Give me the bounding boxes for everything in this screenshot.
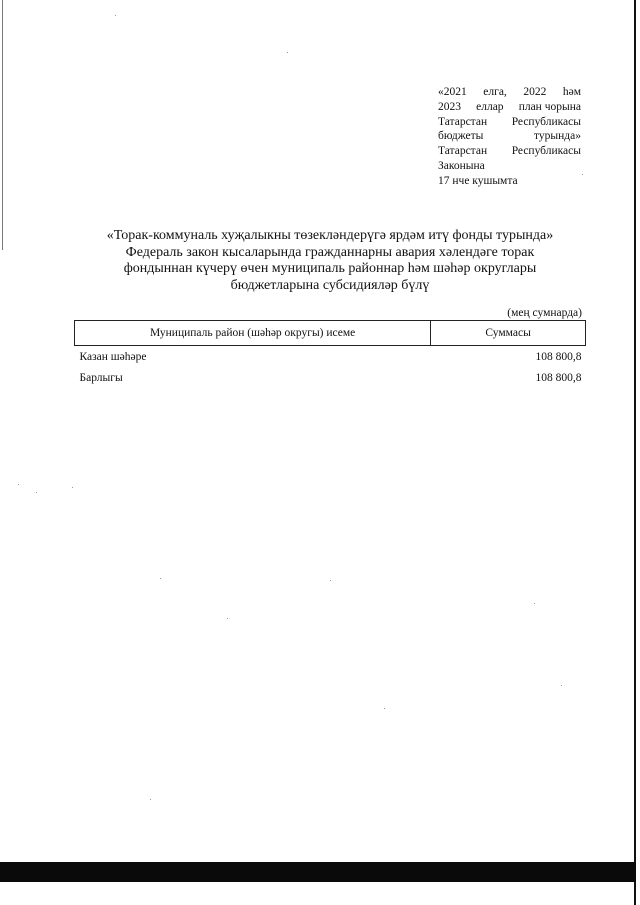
scan-speck <box>384 708 385 709</box>
annex-word: план чорына <box>518 100 581 113</box>
annex-line-6 <box>438 159 581 174</box>
scan-speck <box>18 484 19 485</box>
title-line: бюджетларына субсидияләр бүлү <box>230 277 430 293</box>
annex-word: 17 нче кушымта <box>438 174 518 187</box>
annex-line-1 <box>438 85 581 100</box>
annex-line-2 <box>438 100 581 115</box>
scan-speck <box>227 618 228 619</box>
annex-word: бюджеты <box>438 130 484 143</box>
row-total-amount: 108 800,8 <box>535 371 582 384</box>
table-header-row <box>75 321 586 346</box>
row-total-label: Барлыгы <box>79 371 123 384</box>
annex-word: елга, <box>483 86 507 98</box>
annex-line-7 <box>438 174 581 189</box>
scan-right-edge-line <box>634 0 636 905</box>
annex-word: 2022 <box>523 86 547 98</box>
title-line: фондыннан күчерү өчен муниципаль районнар һәм шәһәр округлары <box>123 261 537 277</box>
annex-word: Республикасы <box>511 145 581 158</box>
scan-speck <box>72 487 73 488</box>
column-header-amount: Суммасы <box>431 321 586 346</box>
row-amount: 108 800,8 <box>535 350 582 363</box>
title-line: Федераль закон кысаларында гражданнарны авария хәлендәге торак <box>125 244 535 260</box>
table-row <box>75 346 586 368</box>
annex-line-5 <box>438 144 581 159</box>
annex-word: Татарстан <box>438 115 488 128</box>
annex-word: 2023 <box>438 100 461 113</box>
row-municipality-name: Казан шәһәре <box>79 350 147 363</box>
annex-line-3 <box>438 115 581 130</box>
annex-word: Республикасы <box>511 115 581 128</box>
scan-speck <box>561 685 562 686</box>
scan-speck <box>534 603 535 604</box>
annex-line-4 <box>438 129 581 144</box>
scan-speck <box>582 174 583 175</box>
annex-word: Татарстан <box>438 145 488 158</box>
column-header-municipality: Муниципаль район (шәһәр округы) исеме <box>75 321 431 346</box>
table-row-total <box>75 367 586 388</box>
subsidy-table <box>74 320 586 388</box>
annex-word: «2021 <box>438 86 467 98</box>
annex-word: Законына <box>438 159 485 172</box>
scan-speck <box>115 15 116 16</box>
annex-word: турында» <box>534 130 581 143</box>
document-title <box>80 228 580 294</box>
scan-speck <box>330 580 331 581</box>
annex-word: еллар <box>476 100 504 113</box>
scan-bottom-dark-band <box>0 862 636 882</box>
scan-speck <box>160 578 161 579</box>
title-line: «Торак-коммуналь хуҗалыкны төзекләндерүгә ярдәм итү фонды турында» <box>106 228 554 243</box>
scan-speck <box>36 492 37 493</box>
scan-speck <box>150 799 151 800</box>
annex-reference-block <box>438 85 581 189</box>
scan-left-edge-line <box>2 0 3 250</box>
scan-speck <box>287 52 288 53</box>
annex-word: һәм <box>562 86 581 98</box>
unit-note: (мең сумнарда) <box>507 307 582 319</box>
